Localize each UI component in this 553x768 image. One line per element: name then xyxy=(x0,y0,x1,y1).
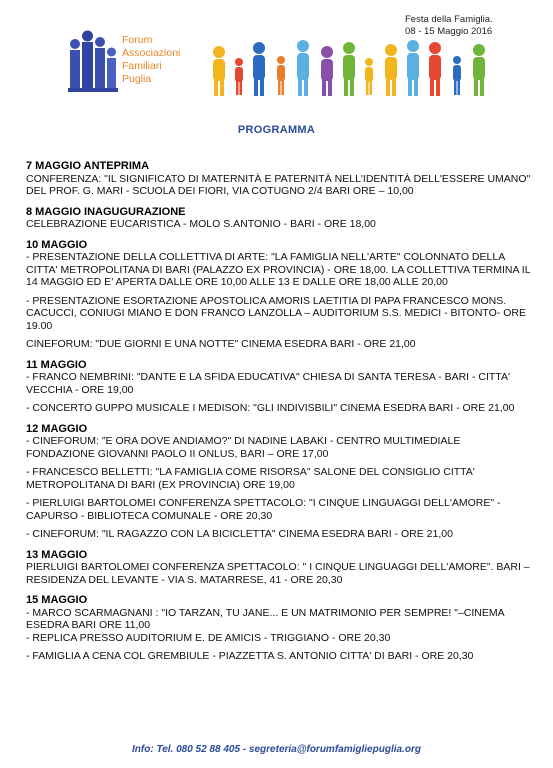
footer-info: Info: Tel. 080 52 88 405 - segreteria@forumfamigliepuglia.org xyxy=(132,744,421,755)
event-item: - MARCO SCARMAGNANI : "IO TARZAN, TU JANE... E UN MATRIMONIO PER SEMPRE! "–CINEMA ESEDRA BARI ORE 11,00 xyxy=(26,606,505,631)
day-section xyxy=(26,359,532,415)
day-title: 15 MAGGIO xyxy=(26,594,88,606)
day-section xyxy=(26,160,532,198)
event-item: - CONCERTO GUPPO MUSICALE I MEDISON: "GLI INDIVISBILI" CINEMA ESEDRA BARI - ORE 21,00 xyxy=(26,402,515,414)
event-item: - PRESENTAZIONE DELLA COLLETTIVA DI ARTE: "LA FAMIGLIA NELL'ARTE" COLONNATO DELLA CITTA' METROPOLITANA DI BARI (PALAZZO EX PROVINCIA) - ORE 18,00. LA COLLETTIVA TERMINA IL 14 MAGGIO ED E' APERTA DALLE ORE 10,00 ALLE 13 E DALLE ORE 18,00 ALLE 20,00 xyxy=(26,251,531,288)
day-section xyxy=(26,206,532,231)
day-title: 8 MAGGIO INAGUGURAZIONE xyxy=(26,205,186,218)
day-section xyxy=(26,549,532,587)
event-item: PIERLUIGI BARTOLOMEI CONFERENZA SPETTACOLO: " I CINQUE LINGUAGGI DELL'AMORE". BARI – RESIDENZA DEL LEVANTE - VIA S. MATARRESE, 41 - ORE 20,30 xyxy=(26,561,530,586)
event-item: CONFERENZA: "IL SIGNIFICATO DI MATERNITÀ E PATERNITÀ NELL'IDENTITÀ DELL'ESSERE UMANO" DEL PROF. G. MARI - SCUOLA DEI FIORI, VIA COTUGNO 2/4 BARI ORE – 10,00 xyxy=(26,172,531,197)
header xyxy=(0,0,553,115)
logo-line: Familiari xyxy=(122,60,162,72)
forum-logo-icon xyxy=(68,30,120,94)
day-section xyxy=(26,594,532,663)
event-item: CINEFORUM: "DUE GIORNI E UNA NOTTE" CINEMA ESEDRA BARI - ORE 21,00 xyxy=(26,338,416,350)
event-item: - REPLICA PRESSO AUDITORIUM E. DE AMICIS - TRIGGIANO - ORE 20,30 xyxy=(26,631,391,644)
forum-logo-text xyxy=(122,34,180,86)
event-item: CELEBRAZIONE EUCARISTICA - MOLO S.ANTONIO - BARI - ORE 18,00 xyxy=(26,218,376,230)
day-title: 13 MAGGIO xyxy=(26,548,88,561)
event-item: - PIERLUIGI BARTOLOMEI CONFERENZA SPETTACOLO: "I CINQUE LINGUAGGI DELL'AMORE" - CAPURSO - BIBLIOTECA COMUNALE - ORE 20,30 xyxy=(26,497,501,522)
day-title: 10 MAGGIO xyxy=(26,238,88,251)
family-figures-icon xyxy=(205,32,495,98)
day-title: 12 MAGGIO xyxy=(26,422,88,435)
event-title: Festa della Famiglia. xyxy=(405,14,493,25)
event-item: - FRANCESCO BELLETTI: "LA FAMIGLIA COME RISORSA" SALONE DEL CONSIGLIO CITTA' METROPOLITANA DI BARI (EX PROVINCIA) ORE 19,00 xyxy=(26,466,475,491)
event-item: - CINEFORUM: "E ORA DOVE ANDIAMO?" DI NADINE LABAKI - CENTRO MULTIMEDIALE FONDAZIONE GIOVANNI PAOLO II ONLUS, BARI – ORE 17,00 xyxy=(26,435,461,460)
logo-line: Puglia xyxy=(122,73,152,85)
day-section xyxy=(26,423,532,541)
event-item: - FAMIGLIA A CENA COL GREMBIULE - PIAZZETTA S. ANTONIO CITTA' DI BARI - ORE 20,30 xyxy=(26,650,474,662)
day-title: 11 MAGGIO xyxy=(26,358,87,371)
program-content xyxy=(26,160,532,671)
program-title: PROGRAMMA xyxy=(237,124,316,136)
event-item: - CINEFORUM: "IL RAGAZZO CON LA BICICLETTA" CINEMA ESEDRA BARI - ORE 21,00 xyxy=(26,528,453,540)
event-item: - FRANCO NEMBRINI: "DANTE E LA SFIDA EDUCATIVA" CHIESA DI SANTA TERESA - BARI - CITTA' VECCHIA - ORE 19,00 xyxy=(26,371,510,396)
day-section xyxy=(26,239,532,351)
logo-line: Forum xyxy=(122,34,153,46)
event-item: - PRESENTAZIONE ESORTAZIONE APOSTOLICA AMORIS LAETITIA DI PAPA FRANCESCO MONS. CACUCCI, CONIUGI MIANO E DON FRANCO LANZOLLA – AUDITORIUM S.S. MEDICI - BITONTO- ORE 19.00 xyxy=(26,294,526,332)
event-dates: 08 - 15 Maggio 2016 xyxy=(405,26,493,37)
day-title: 7 MAGGIO ANTEPRIMA xyxy=(26,160,150,172)
logo-line: Associazioni xyxy=(122,47,181,59)
